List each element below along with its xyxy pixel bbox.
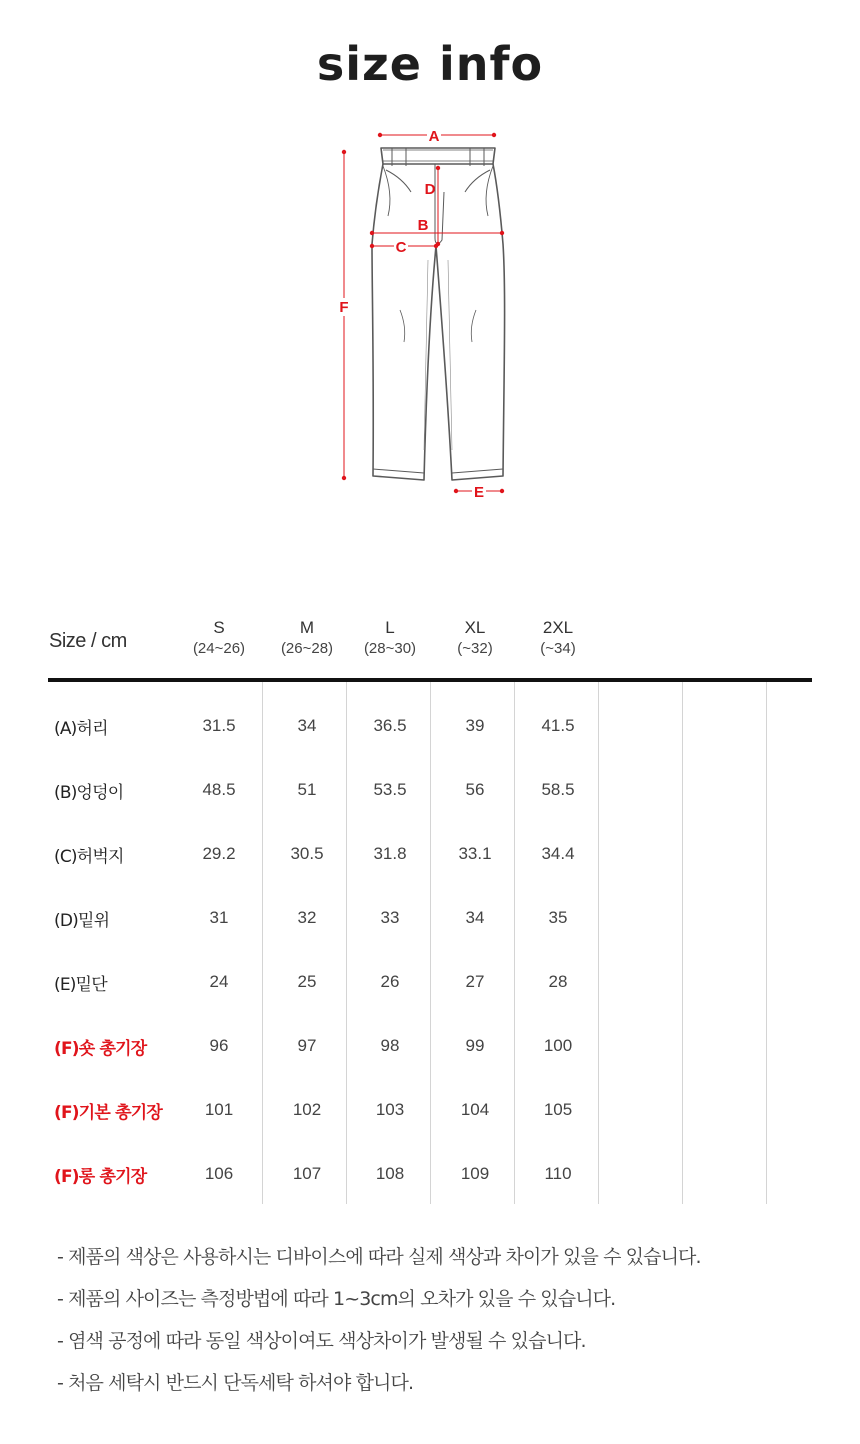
table-row (48, 1142, 812, 1206)
table-cell: 33 (380, 908, 400, 927)
note-wash: - 처음 세탁시 반드시 단독세탁 하셔야 합니다. (57, 1372, 414, 1394)
table-cell: 58.5 (541, 780, 575, 799)
row-label: (C)허벅지 (54, 847, 124, 867)
row-label: (F)숏 총기장 (54, 1039, 147, 1059)
column-header-m (262, 618, 352, 660)
pants-measurement-diagram (320, 120, 540, 520)
table-cell: 32 (297, 908, 317, 927)
row-label: (A)허리 (54, 719, 108, 739)
table-row (48, 822, 812, 886)
size-range: (~32) (457, 640, 493, 657)
table-header-row (48, 612, 812, 672)
table-row (48, 758, 812, 822)
label-c: C (395, 239, 407, 256)
table-cell: 100 (543, 1036, 573, 1055)
table-cell: 35 (548, 908, 568, 927)
note-color: - 제품의 색상은 사용하시는 디바이스에 따라 실제 색상과 차이가 있을 수 있습니다. (57, 1246, 701, 1268)
table-cell: 34 (465, 908, 485, 927)
size-name: M (299, 618, 315, 637)
table-cell: 48.5 (202, 780, 236, 799)
table-cell: 106 (204, 1164, 234, 1183)
size-range: (28~30) (363, 640, 417, 657)
table-cell: 109 (460, 1164, 490, 1183)
note-dye: - 염색 공정에 따라 동일 색상이여도 색상차이가 발생될 수 있습니다. (57, 1330, 586, 1352)
size-name: L (385, 618, 395, 637)
label-f: F (339, 299, 349, 316)
page-title: size info (316, 37, 544, 91)
column-header-xl (430, 618, 520, 660)
table-cell: 41.5 (541, 716, 575, 735)
table-cell: 36.5 (373, 716, 407, 735)
table-cell: 102 (292, 1100, 322, 1119)
table-cell: 98 (380, 1036, 400, 1055)
table-cell: 51 (297, 780, 317, 799)
table-cell: 105 (543, 1100, 573, 1119)
table-row (48, 886, 812, 950)
row-label: (F)기본 총기장 (54, 1103, 162, 1123)
table-cell: 34 (297, 716, 317, 735)
table-cell: 56 (465, 780, 485, 799)
table-row (48, 694, 812, 758)
row-label: (E)밑단 (54, 975, 107, 995)
care-notes (57, 1236, 837, 1404)
table-cell: 24 (209, 972, 229, 991)
table-cell: 33.1 (458, 844, 492, 863)
size-range: (~34) (540, 640, 576, 657)
table-cell: 31 (209, 908, 229, 927)
size-name: XL (464, 618, 486, 637)
table-cell: 31.8 (373, 844, 407, 863)
row-label: (F)롱 총기장 (54, 1167, 147, 1187)
column-header-2xl (513, 618, 603, 660)
table-cell: 99 (465, 1036, 485, 1055)
table-cell: 28 (548, 972, 568, 991)
column-header-l (345, 618, 435, 660)
measure-line-b (370, 231, 504, 235)
size-name: 2XL (542, 618, 574, 637)
size-name: S (213, 618, 225, 637)
row-label: (D)밑위 (54, 911, 110, 931)
table-cell: 39 (465, 716, 485, 735)
table-cell: 27 (465, 972, 485, 991)
table-cell: 26 (380, 972, 400, 991)
size-range: (26~28) (280, 640, 334, 657)
table-row (48, 1078, 812, 1142)
label-a: A (428, 128, 440, 145)
table-cell: 30.5 (290, 844, 324, 863)
table-cell: 25 (297, 972, 317, 991)
row-label: (B)엉덩이 (54, 783, 124, 803)
table-cell: 53.5 (373, 780, 407, 799)
table-cell: 31.5 (202, 716, 236, 735)
table-row (48, 950, 812, 1014)
table-cell: 97 (297, 1036, 317, 1055)
size-unit-label: Size / cm (49, 630, 127, 652)
note-size: - 제품의 사이즈는 측정방법에 따라 1~3cm의 오차가 있을 수 있습니다. (57, 1288, 616, 1310)
table-cell: 29.2 (202, 844, 236, 863)
table-cell: 104 (460, 1100, 490, 1119)
table-cell: 103 (375, 1100, 405, 1119)
table-cell: 108 (375, 1164, 405, 1183)
table-row (48, 1014, 812, 1078)
table-cell: 107 (292, 1164, 322, 1183)
table-cell: 34.4 (541, 844, 575, 863)
size-range: (24~26) (192, 640, 246, 657)
table-cell: 96 (209, 1036, 229, 1055)
label-b: B (417, 217, 429, 234)
measure-line-d (436, 166, 440, 246)
label-d: D (424, 181, 436, 198)
table-cell: 101 (204, 1100, 234, 1119)
column-header-s (174, 618, 264, 660)
table-cell: 110 (544, 1164, 572, 1183)
label-e: E (473, 484, 485, 501)
